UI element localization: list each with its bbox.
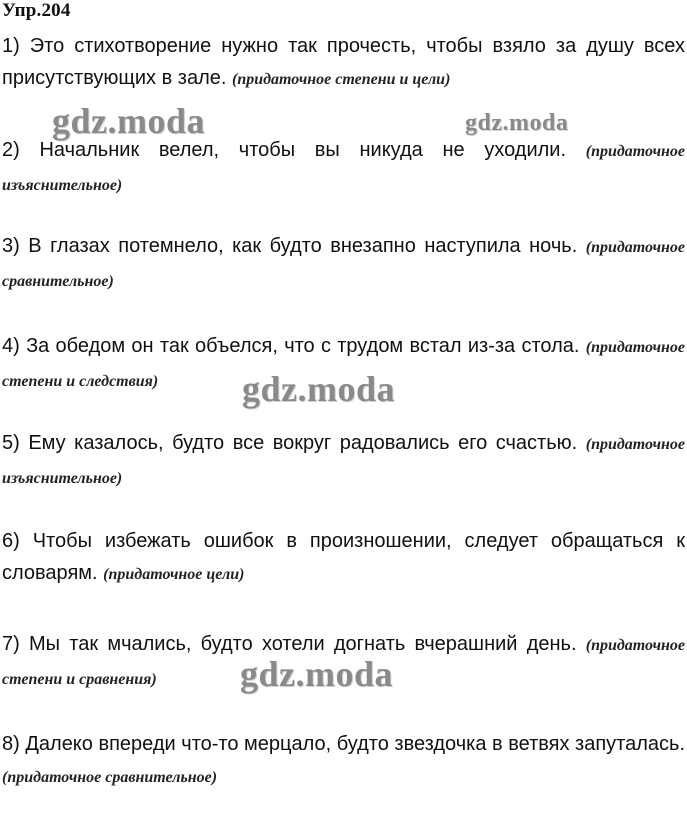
- sentence-note: (придаточное степени и следствия): [2, 339, 685, 390]
- sentence-3: [2, 230, 685, 298]
- sentence-text: 6) Чтобы избежать ошибок в произношении, следует обращаться к словарям.: [2, 530, 685, 584]
- watermark: gdz.moda: [465, 110, 569, 136]
- sentence-note: (придаточное изъяснительное): [2, 143, 685, 194]
- sentence-8: [2, 728, 685, 794]
- sentence-text: 4) За обедом он так объелся, что с трудом встал из-за стола.: [2, 335, 586, 357]
- sentence-1: [2, 30, 685, 96]
- sentence-note: (придаточное цели): [103, 566, 245, 583]
- watermark: gdz.moda: [242, 369, 396, 409]
- sentence-text: 1) Это стихотворение нужно так прочесть, чтобы взяло за душу всех присутствующих в зале.: [2, 35, 685, 89]
- sentence-6: [2, 525, 685, 591]
- sentence-5: [2, 427, 685, 495]
- sentence-text: 8) Далеко впереди что-то мерцало, будто звездочка в ветвях запуталась.: [2, 733, 685, 755]
- sentence-text: 3) В глазах потемнело, как будто внезапно наступила ночь.: [2, 235, 586, 257]
- sentence-text: 5) Ему казалось, будто все вокруг радовались его счастью.: [2, 432, 586, 454]
- exercise-title: Упр.204: [2, 0, 71, 21]
- sentence-note: (придаточное сравнительное): [2, 239, 685, 290]
- sentence-4: [2, 330, 685, 398]
- watermark: gdz.moda: [240, 654, 394, 694]
- sentence-note: (придаточное изъяснительное): [2, 436, 685, 487]
- sentence-text: 7) Мы так мчались, будто хотели догнать вчерашний день.: [2, 633, 586, 655]
- watermark: gdz.moda: [52, 101, 206, 141]
- sentence-text: 2) Начальник велел, чтобы вы никуда не уходили.: [2, 139, 586, 161]
- sentence-note: (придаточное сравнительное): [2, 769, 218, 786]
- sentence-2: [2, 134, 685, 202]
- sentence-note: (придаточное степени и сравнения): [2, 637, 685, 688]
- sentence-note: (придаточное степени и цели): [231, 71, 451, 88]
- sentence-7: [2, 628, 685, 696]
